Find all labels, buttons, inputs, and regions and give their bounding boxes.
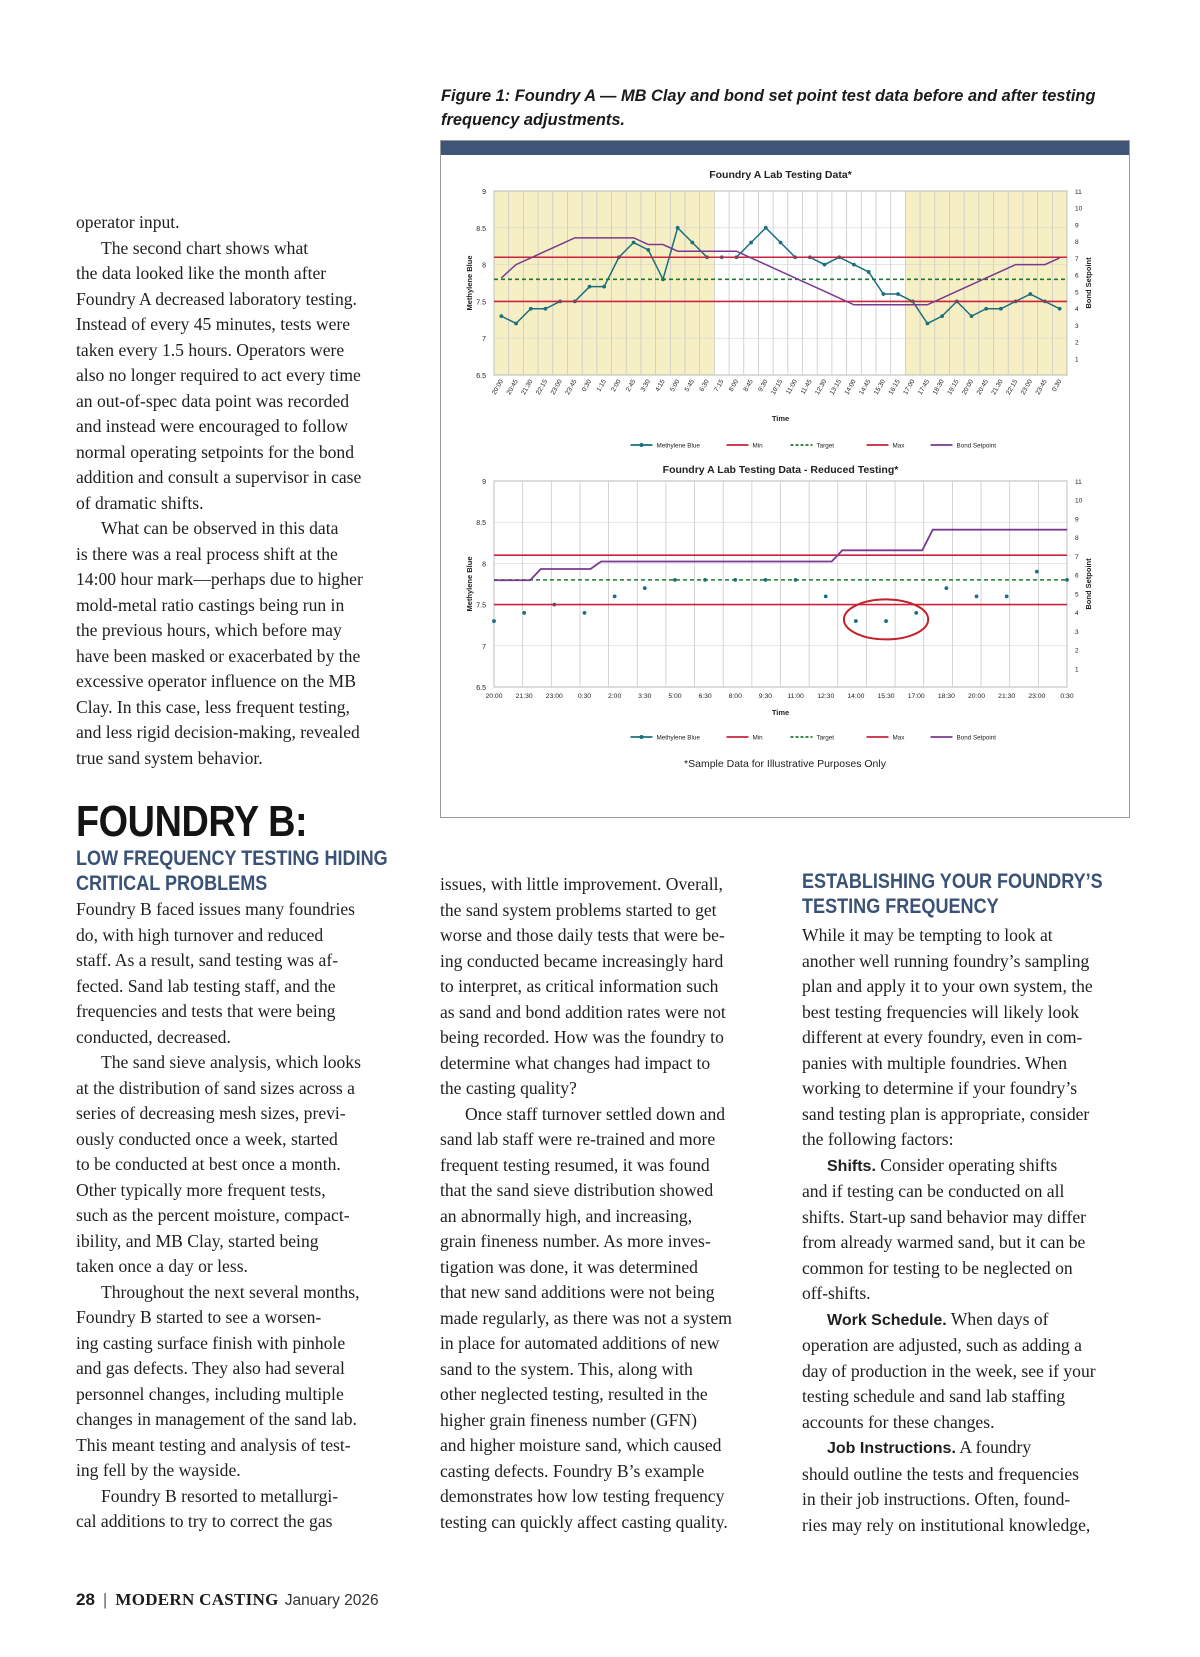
data-point [867,270,871,274]
text-line: to be conducted at best once a month. [76,1154,341,1174]
text-line: tigation was done, it was determined [440,1256,698,1277]
text-line: and if testing can be conducted on all [802,1181,1065,1201]
y-tick-label: 6.5 [476,373,486,380]
y2-tick-label: 9 [1075,516,1079,524]
y-tick-label: 8.5 [476,225,486,233]
legend-marker [640,443,644,447]
text-line: the data looked like the month after [76,263,327,283]
text-line: the previous hours, which before may [76,620,342,640]
y2-tick-label: 7 [1075,553,1079,561]
x-tick-label: 0:30 [1050,378,1064,393]
data-point [999,307,1003,311]
text-line: ries may rely on institutional knowledge, [802,1514,1091,1535]
y2-tick-label: 6 [1075,272,1079,280]
text-line: frequent testing resumed, it was found [440,1154,710,1175]
data-point [632,241,636,245]
data-point [602,285,606,289]
y-axis-label: Methylene Blue [465,255,474,311]
data-point [975,594,979,598]
y-tick-label: 8 [482,561,486,569]
figure-caption [441,84,1141,132]
y-tick-label: 7 [482,336,486,344]
establishing-column [802,923,1142,1538]
text-line: changes in management of the sand lab. [76,1409,357,1429]
data-point [1005,594,1009,598]
y2-tick-label: 3 [1075,322,1079,330]
y-tick-label: 9 [482,479,486,486]
x-tick-label: 18:30 [937,693,955,700]
x-tick-label: 12:30 [814,378,829,397]
x-tick-label: 11:00 [787,693,804,700]
legend-label: Methylene Blue [656,442,700,450]
x-tick-label: 21:30 [990,378,1005,397]
x-tick-label: 17:00 [907,693,925,700]
text-line: such as the percent moisture, compact- [76,1205,350,1225]
text-line: do, with high turnover and reduced [76,924,324,945]
text-line: plan and apply it to your own system, the [802,976,1093,996]
text-line: an out-of-spec data point was recorded [76,390,350,411]
factor-label: Job Instructions. [827,1440,956,1457]
x-tick-label: 23:00 [1019,378,1035,397]
text-line: ing fell by the wayside. [76,1460,241,1480]
text-line: operation are adjusted, such as adding a [802,1335,1082,1355]
legend-label: Min [752,442,763,450]
x-tick-label: 11:00 [784,378,799,396]
x-tick-label: 21:30 [515,693,533,700]
text-line: other neglected testing, resulted in the [440,1384,708,1404]
text-line: Foundry B resorted to metallurgi- [101,1485,339,1506]
text-line: at the distribution of sand sizes across a [76,1077,355,1098]
x-tick-label: 8:00 [728,693,742,700]
data-point [544,307,548,311]
x-tick-label: 14:00 [847,693,865,700]
legend-label: Target [816,442,835,450]
x-tick-label: 4:15 [654,378,667,393]
text-line: Foundry B started to see a worsen- [76,1307,322,1327]
data-point [940,314,944,318]
data-point [1035,570,1039,574]
x-tick-label: 13:15 [828,378,844,397]
text-line: sand testing plan is appropriate, consider [802,1103,1090,1124]
heading-line: ESTABLISHING YOUR FOUNDRY’S [802,870,1103,893]
x-axis-label: Time [771,708,790,717]
y2-axis-label: Bond Setpoint [1084,558,1093,610]
data-point [690,241,694,245]
data-point [970,314,974,318]
x-tick-label: 20:00 [485,693,503,700]
text-line: sand to the system. This, along with [440,1358,693,1379]
figure-footnote: *Sample Data for Illustrative Purposes Only [684,758,886,770]
y2-tick-label: 1 [1075,666,1079,674]
x-tick-label: 9:30 [757,378,770,393]
data-point [914,611,918,615]
left-column-top-text [76,210,406,771]
text-line: that new sand additions were not being [440,1282,715,1302]
y2-tick-label: 8 [1075,239,1079,247]
text-line: ously conducted once a week, started [76,1128,338,1149]
foundry-b-subheading [76,846,438,896]
text-line: higher grain fineness number (GFN) [440,1409,697,1430]
x-tick-label: 20:00 [490,378,506,397]
data-point [764,578,768,582]
y2-tick-label: 4 [1075,306,1079,314]
establishing-heading [802,869,1152,919]
text-line: Once staff turnover settled down and [465,1103,726,1124]
text-line: to interpret, as critical information such [440,976,719,996]
y2-tick-label: 9 [1075,222,1079,230]
data-point [824,594,828,598]
page-footer [76,1590,379,1610]
y-tick-label: 7.5 [476,299,486,307]
text-line: true sand system behavior. [76,747,263,768]
x-tick-label: 6:30 [698,378,711,393]
text-line: worse and those daily tests that were be- [440,925,725,945]
text-line: in place for automated additions of new [440,1333,720,1353]
text-line: an abnormally high, and increasing, [440,1205,693,1226]
x-axis-label: Time [771,414,790,423]
y-tick-label: 6.5 [476,685,486,692]
legend-label: Bond Setpoint [956,442,997,450]
x-tick-label: 23:45 [564,378,579,397]
y2-tick-label: 11 [1075,479,1082,486]
data-point [884,619,888,623]
x-tick-label: 14:45 [858,378,873,397]
legend-label: Bond Setpoint [956,734,997,742]
foundry-b-column-2 [440,872,770,1535]
x-tick-label: 0:30 [580,378,594,393]
text-line: mold-metal ratio castings being run in [76,594,345,615]
x-tick-label: 22:15 [534,378,550,397]
data-point [823,263,827,267]
text-line: sand lab staff were re-trained and more [440,1129,716,1149]
data-point [514,322,518,326]
text-line: and higher moisture sand, which caused [440,1435,722,1455]
chart-title: Foundry A Lab Testing Data - Reduced Testing* [662,464,899,476]
text-line: The second chart shows what [101,237,309,258]
text-line: different at every foundry, even in com- [802,1027,1083,1047]
text-line: ing casting surface finish with pinhole [76,1332,346,1353]
text-line: frequencies and tests that were being [76,1001,336,1021]
text-line: ibility, and MB Clay, started being [76,1230,319,1251]
x-tick-label: 21:30 [520,378,535,397]
text-line: that the sand sieve distribution showed [440,1180,714,1200]
text-line: testing schedule and sand lab staffing [802,1386,1066,1406]
y2-axis-label: Bond Setpoint [1084,257,1093,309]
magazine-name: MODERN CASTING [115,1590,279,1609]
data-point [646,248,650,252]
data-point [676,226,680,230]
x-tick-label: 0:30 [577,693,592,700]
x-tick-label: 22:15 [1005,378,1020,397]
x-tick-label: 2:00 [608,693,622,700]
x-tick-label: 23:00 [549,378,564,397]
text-line: as sand and bond addition rates were not [440,1001,726,1022]
text-line: normal operating setpoints for the bond [76,441,355,462]
figure-caption-line: Figure 1: Foundry A — MB Clay and bond set point test data before and after testing [441,87,1096,105]
data-point [852,263,856,267]
x-tick-label: 5:00 [668,378,682,393]
text-line: grain fineness number. As more inves- [440,1231,711,1251]
x-tick-label: 8:00 [727,378,741,393]
legend-label: Max [892,442,905,450]
legend-label: Max [892,734,905,742]
x-tick-label: 9:30 [758,693,773,700]
x-tick-label: 8:45 [742,378,755,393]
y-tick-label: 8 [482,262,486,270]
x-tick-label: 11:45 [799,378,814,396]
text-line: common for testing to be neglected on [802,1257,1073,1278]
text-line: taken every 1.5 hours. Operators were [76,339,345,360]
data-point [613,594,617,598]
y2-tick-label: 10 [1075,497,1083,505]
data-point [779,241,783,245]
factor-label: Work Schedule. [827,1311,947,1329]
text-line: day of production in the week, see if your [802,1360,1096,1381]
y-axis-label: Methylene Blue [465,556,474,612]
x-tick-label: 3:30 [639,378,653,393]
footer-separator: | [102,1590,108,1609]
legend-label: Target [816,734,835,742]
x-tick-label: 23:45 [1034,378,1049,397]
x-tick-label: 20:00 [961,378,976,397]
y2-tick-label: 6 [1075,572,1079,580]
text-line: Clay. In this case, less frequent testing, [76,696,350,717]
y-tick-label: 9 [482,189,486,196]
text-line: series of decreasing mesh sizes, previ- [76,1103,346,1123]
data-point [583,611,587,615]
factor-text: When days of [950,1308,1049,1329]
x-tick-label: 23:00 [545,693,563,700]
text-line: What can be observed in this data [101,518,339,538]
x-tick-label: 12:30 [817,693,835,700]
figure-header-band [441,141,1129,155]
data-point [529,307,533,311]
text-line: conducted, decreased. [76,1026,231,1047]
issue-date: January 2026 [284,1592,379,1609]
text-line: in their job instructions. Often, found- [802,1489,1071,1509]
text-line: should outline the tests and frequencies [802,1463,1080,1484]
text-line: Instead of every 45 minutes, tests were [76,314,351,334]
x-tick-label: 2:45 [624,378,638,393]
text-line: testing can quickly affect casting quality. [440,1511,728,1532]
data-point [499,314,503,318]
text-line: issues, with little improvement. Overall, [440,874,723,894]
text-line: the sand system problems started to get [440,899,717,920]
text-line: 14:00 hour mark—perhaps due to higher [76,569,363,589]
text-line: fected. Sand lab testing staff, and the [76,975,336,996]
text-line: Foundry A decreased laboratory testing. [76,288,357,309]
text-line: excessive operator influence on the MB [76,671,356,691]
text-line: shifts. Start-up sand behavior may differ [802,1206,1087,1227]
data-point [944,586,948,590]
text-line: addition and consult a supervisor in case [76,467,362,487]
chart-lab-testing [441,159,1129,459]
factor-text: Consider operating shifts [880,1154,1058,1175]
text-line: of dramatic shifts. [76,492,204,513]
y2-tick-label: 5 [1075,591,1079,599]
text-line: off-shifts. [802,1283,871,1303]
x-tick-label: 17:45 [916,378,932,397]
x-tick-label: 20:45 [975,378,990,397]
chart-title: Foundry A Lab Testing Data* [709,169,852,181]
page-number: 28 [76,1590,95,1609]
y2-tick-label: 10 [1075,205,1083,213]
text-line: from already warmed sand, but it can be [802,1232,1086,1252]
text-line [802,1435,1142,1462]
figure-caption-line: frequency adjustments. [441,111,625,129]
text-line: being recorded. How was the foundry to [440,1027,724,1047]
factor-text: A foundry [959,1437,1032,1457]
text-line: cal additions to try to correct the gas [76,1511,333,1531]
heading-line: TESTING FREQUENCY [802,895,999,918]
shaded-region [494,191,714,375]
x-tick-label: 0:30 [1060,693,1074,700]
x-tick-label: 21:30 [998,693,1016,700]
text-line: This meant testing and analysis of test- [76,1434,351,1455]
factor-label: Shifts. [827,1157,876,1175]
text-line: accounts for these changes. [802,1411,995,1432]
text-line: The sand sieve analysis, which looks [101,1052,361,1072]
text-line: working to determine if your foundry’s [802,1078,1078,1098]
text-line: Throughout the next several months, [101,1281,360,1302]
x-tick-label: 1:15 [595,378,608,393]
data-point [588,285,592,289]
text-line: best testing frequencies will likely look [802,1001,1080,1022]
data-point [1028,292,1032,296]
section-heading-foundry-b: FOUNDRY B: [76,797,308,846]
data-point [492,619,496,623]
text-line: is there was a real process shift at the [76,543,338,564]
x-tick-label: 7:15 [713,378,726,393]
figure-box [440,140,1130,818]
y-tick-label: 7.5 [476,602,486,610]
text-line [802,1153,1142,1180]
text-line: also no longer required to act every time [76,365,361,385]
subheading-line: LOW FREQUENCY TESTING HIDING [76,847,388,870]
text-line: ing conducted became increasingly hard [440,950,724,971]
data-point [522,611,526,615]
x-tick-label: 5:45 [683,378,697,393]
text-line: Other typically more frequent tests, [76,1179,326,1200]
y2-tick-label: 7 [1075,255,1079,263]
y2-tick-label: 4 [1075,610,1079,618]
data-point [764,226,768,230]
x-tick-label: 15:30 [877,693,895,700]
text-line: the following factors: [802,1129,954,1149]
x-tick-label: 3:30 [638,693,652,700]
data-point [926,322,930,326]
text-line: and instead were encouraged to follow [76,416,349,436]
x-tick-label: 14:00 [843,378,858,397]
foundry-b-column-1 [76,897,406,1535]
y2-tick-label: 2 [1075,339,1079,347]
text-line: made regularly, as there was not a system [440,1307,732,1328]
text-line: personnel changes, including multiple [76,1383,344,1404]
x-tick-label: 19:15 [946,378,961,397]
data-point [896,292,900,296]
data-point [854,619,858,623]
data-point [1058,307,1062,311]
data-point [984,307,988,311]
x-tick-label: 20:45 [505,378,520,397]
shaded-region [905,191,1067,375]
text-line: taken once a day or less. [76,1256,248,1276]
x-tick-label: 5:00 [668,693,682,700]
x-tick-label: 23:00 [1028,693,1046,700]
legend-label: Methylene Blue [656,734,700,742]
text-line: and gas defects. They also had several [76,1358,345,1378]
x-tick-label: 20:00 [968,693,986,700]
text-line: Foundry B faced issues many foundries [76,899,356,919]
y2-tick-label: 11 [1075,189,1082,196]
text-line: demonstrates how low testing frequency [440,1486,725,1506]
y2-tick-label: 1 [1075,356,1079,364]
text-line: determine what changes had impact to [440,1052,711,1073]
x-tick-label: 17:00 [902,378,917,397]
data-point [881,292,885,296]
text-line: panies with multiple foundries. When [802,1052,1067,1073]
text-line: staff. As a result, sand testing was af- [76,950,339,970]
legend-label: Min [752,734,763,742]
y2-tick-label: 8 [1075,535,1079,543]
text-line: have been masked or exacerbated by the [76,645,361,666]
y2-tick-label: 3 [1075,628,1079,636]
text-line: and less rigid decision-making, revealed [76,722,360,742]
x-tick-label: 6:30 [698,693,712,700]
data-point [1065,578,1069,582]
y2-tick-label: 5 [1075,289,1079,297]
data-point [643,586,647,590]
text-line: While it may be tempting to look at [802,925,1053,945]
x-tick-label: 15:30 [872,378,888,397]
legend-marker [640,735,644,739]
subheading-line: CRITICAL PROBLEMS [76,872,268,895]
data-point [749,241,753,245]
y-tick-label: 8.5 [476,520,486,528]
x-tick-label: 10:15 [770,378,785,397]
text-line: another well running foundry’s sampling [802,950,1090,971]
x-tick-label: 16:15 [887,378,902,397]
x-tick-label: 2:00 [610,378,623,393]
text-line: casting defects. Foundry B’s example [440,1460,705,1481]
x-tick-label: 18:30 [931,378,946,397]
y-tick-label: 7 [482,643,486,651]
chart-reduced-testing [441,461,1129,801]
text-line: the casting quality? [440,1078,577,1098]
text-line [802,1307,1142,1334]
y2-tick-label: 2 [1075,647,1079,655]
text-line: operator input. [76,212,180,232]
